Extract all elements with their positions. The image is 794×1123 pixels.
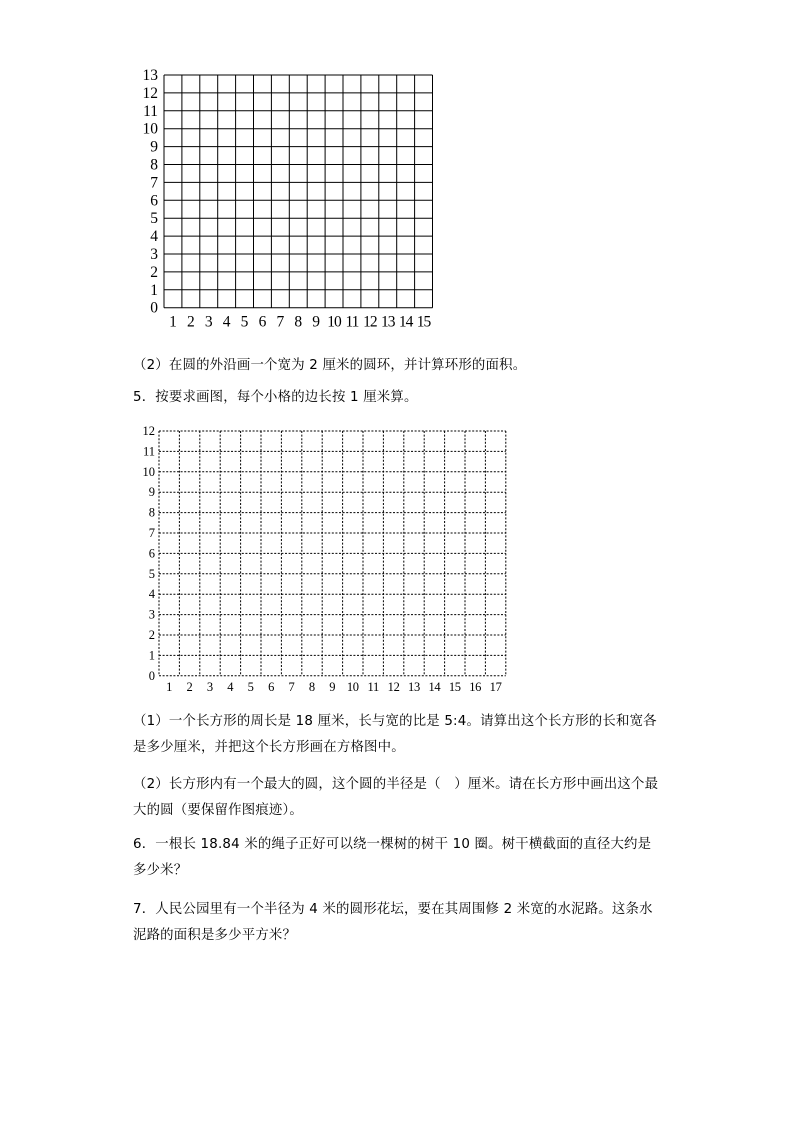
y-axis-label: 7: [148, 526, 155, 540]
x-axis-label: 2: [186, 313, 195, 331]
x-axis-label: 5: [247, 679, 254, 694]
y-axis-label: 5: [148, 566, 155, 581]
x-axis-label: 12: [363, 313, 377, 331]
x-axis-label: 3: [204, 313, 213, 331]
y-axis-label: 4: [148, 587, 155, 602]
x-axis-label: 16: [469, 679, 482, 694]
x-axis-label: 6: [258, 313, 267, 331]
question-7: 7．人民公园里有一个半径为 4 米的圆形花坛，要在其周围修 2 米宽的水泥路。这条水泥路的面积是多少平方米？: [133, 902, 653, 943]
x-axis-label: 14: [428, 679, 441, 694]
y-axis-label: 11: [142, 444, 155, 459]
y-axis-label: 7: [150, 174, 158, 192]
x-axis-label: 8: [294, 313, 303, 331]
question-5-title: 5．按要求画图，每个小格的边长按 1 厘米算。: [133, 390, 418, 405]
y-axis-label: 8: [150, 156, 158, 174]
y-axis-label: 4: [150, 228, 158, 246]
y-axis-label: 5: [150, 210, 158, 228]
y-axis-label: 9: [150, 138, 158, 156]
y-axis-label: 2: [148, 628, 155, 642]
x-axis-label: 7: [276, 313, 285, 331]
x-axis-label: 13: [381, 313, 395, 331]
y-axis-label: 3: [150, 246, 158, 263]
x-axis-label: 15: [448, 679, 461, 694]
y-axis-label: 12: [142, 424, 155, 438]
question-4-part-2: （2）在圆的外沿画一个宽为 2 厘米的圆环，并计算环形的面积。: [133, 358, 527, 373]
y-axis-label: 10: [142, 120, 158, 138]
x-axis-label: 9: [329, 679, 336, 694]
y-axis-label: 13: [142, 67, 158, 84]
x-axis-label: 3: [206, 679, 214, 694]
y-axis-label: 3: [148, 607, 155, 622]
y-axis-label: 8: [148, 505, 155, 520]
y-axis-label: 11: [143, 102, 158, 120]
x-axis-label: 10: [346, 679, 359, 694]
x-axis-label: 6: [268, 679, 275, 694]
x-axis-label: 12: [387, 679, 400, 694]
grid-lines: [159, 431, 506, 676]
x-axis-label: 15: [416, 313, 431, 331]
x-axis-label: 17: [489, 679, 502, 694]
x-axis-label: 8: [308, 679, 316, 694]
y-axis-label: 1: [150, 281, 158, 299]
x-axis-label: 9: [312, 313, 321, 331]
y-axis-label: 6: [150, 192, 158, 210]
question-5-part-1: （1）一个长方形的周长是 18 厘米，长与宽的比是 5:4。请算出这个长方形的长和宽各是多少厘米，并把这个长方形画在方格图中。: [133, 714, 657, 755]
x-axis-label: 7: [288, 679, 295, 694]
y-axis-label: 9: [148, 485, 155, 500]
x-axis-label: 10: [327, 313, 341, 331]
y-axis-label: 0: [150, 299, 158, 317]
x-axis-label: 4: [222, 313, 231, 331]
y-axis-label: 2: [150, 263, 158, 281]
x-axis-label: 13: [408, 679, 420, 694]
question-5-part-2: （2）长方形内有一个最大的圆，这个圆的半径是（ ）厘米。请在长方形中画出这个最大的圆（要保留作图痕迹）。: [133, 777, 659, 818]
x-axis-label: 11: [345, 313, 359, 331]
x-axis-label: 5: [240, 313, 249, 331]
y-axis-label: 10: [142, 464, 155, 479]
question-6: 6．一根长 18.84 米的绳子正好可以绕一棵树的树干 10 圈。树干横截面的直径大约是多少米？: [133, 837, 652, 878]
y-axis-label: 1: [148, 648, 155, 663]
x-axis-label: 14: [398, 313, 413, 331]
y-axis-label: 12: [142, 84, 158, 102]
x-axis-label: 1: [166, 679, 173, 694]
x-axis-label: 1: [169, 313, 177, 331]
y-axis-label: 6: [148, 546, 155, 561]
y-axis-label: 0: [148, 668, 155, 683]
x-axis-label: 2: [186, 679, 193, 694]
x-axis-label: 4: [227, 679, 234, 694]
x-axis-label: 11: [367, 679, 379, 694]
